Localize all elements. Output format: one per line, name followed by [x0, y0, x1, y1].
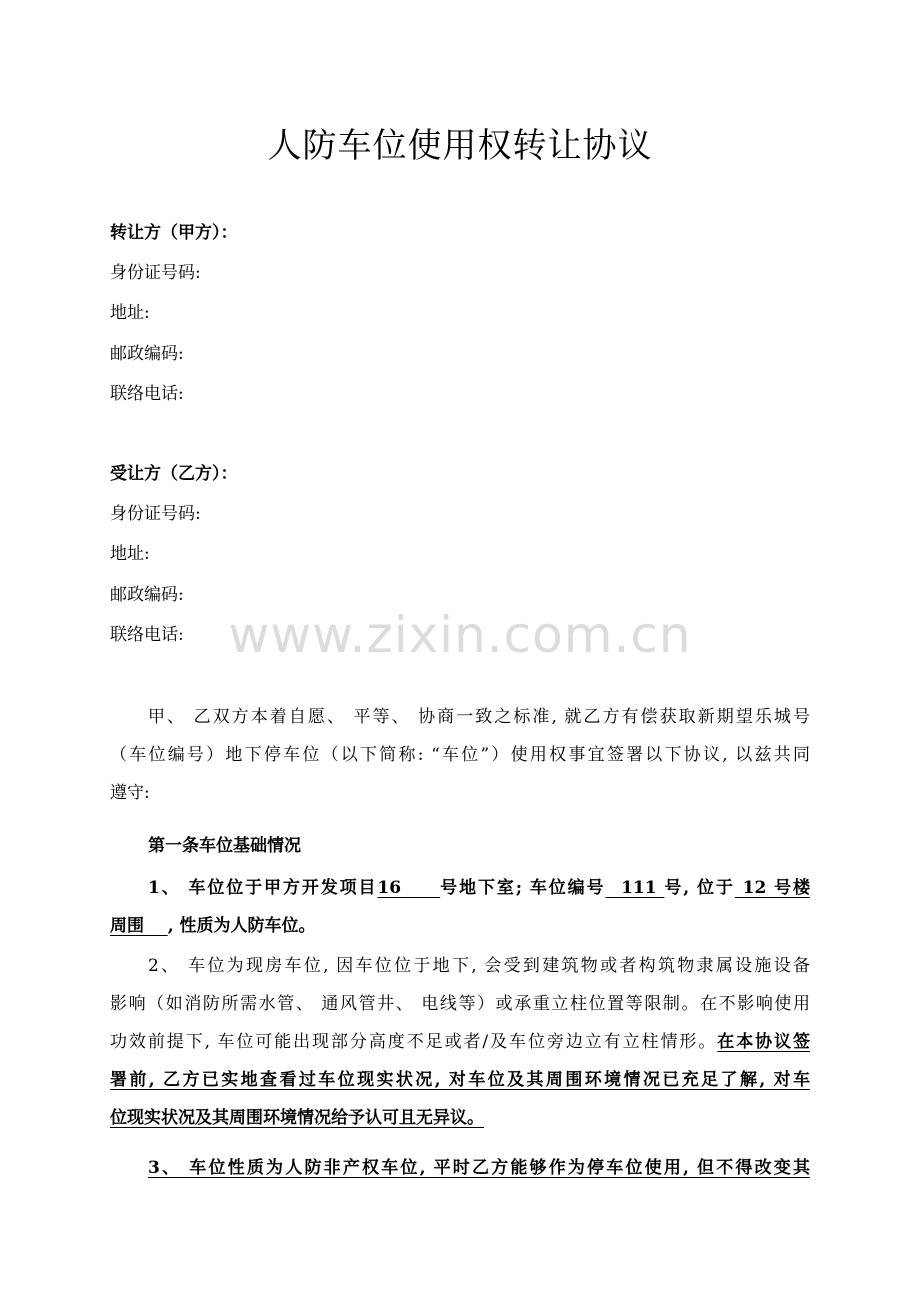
item1-text: 1、 车位位于甲方开发项目: [148, 878, 378, 898]
item3-line: 3、 车位性质为人防非产权车位, 平时乙方能够作为停车位使用, 但不得改变其: [148, 1158, 810, 1178]
party-a-address-label: 地址:: [110, 303, 150, 323]
party-b-id-label: 身份证号码:: [110, 504, 201, 524]
item2-emphasis-line: 位现实状况及其周围环境情况给予认可且无异议。: [110, 1108, 484, 1128]
item2-emphasis: 在本协议签: [717, 1032, 810, 1052]
item2-line: [110, 1023, 810, 1061]
item2-emphasis-line: 署前, 乙方已实地查看过车位现实状况, 对车位及其周围环境情况已充足了解, 对车: [110, 1070, 810, 1090]
parking-number-blank: 111: [605, 878, 665, 898]
item2-text: 功效前提下, 车位可能出现部分高度不足或者/及车位旁边立有立柱情形。: [110, 1032, 718, 1052]
article1-item1: [110, 869, 810, 945]
item1-line: [110, 907, 810, 945]
article1-heading: 第一条车位基础情况: [148, 836, 301, 856]
intro-line: 遵守:: [110, 783, 150, 803]
intro-line: （车位编号）地下停车位（以下简称: “车位”）使用权事宜签署以下协议, 以兹共同: [110, 745, 810, 765]
watermark: www.zixin.com.cn: [228, 606, 692, 664]
location-blank: 12 号楼: [734, 878, 811, 898]
item2-line: 影响（如消防所需水管、 通风管井、 电线等）或承重立柱位置等限制。在不影响使用: [110, 994, 810, 1014]
party-b-heading: 受让方（乙方）：: [110, 464, 238, 484]
intro-paragraph: [110, 698, 810, 812]
party-a-phone-label: 联络电话:: [110, 384, 184, 404]
article1-item3: [110, 1149, 810, 1187]
party-b-postcode-label: 邮政编码:: [110, 585, 184, 605]
party-a-heading: 转让方（甲方）：: [110, 223, 238, 243]
project-blank: 16: [377, 878, 441, 898]
intro-line: 甲、 乙双方本着自愿、 平等、 协商一致之标准, 就乙方有偿获取新期望乐城号: [148, 707, 810, 727]
item2-line: 2、 车位为现房车位, 因车位位于地下, 会受到建筑物或者构筑物隶属设施设备: [148, 956, 810, 976]
location-blank: 周围: [110, 916, 168, 936]
item1-text: 号地下室; 车位编号: [440, 878, 606, 898]
party-a-postcode-label: 邮政编码:: [110, 344, 184, 364]
party-b-address-label: 地址:: [110, 544, 150, 564]
party-a-id-label: 身份证号码:: [110, 263, 201, 283]
article1-item2: [110, 947, 810, 1137]
party-b-phone-label: 联络电话:: [110, 625, 184, 645]
item1-text: , 性质为人防车位。: [167, 916, 316, 936]
document-title: 人防车位使用权转让协议: [267, 126, 653, 166]
item1-text: 号, 位于: [664, 878, 735, 898]
item1-line: [110, 869, 810, 907]
